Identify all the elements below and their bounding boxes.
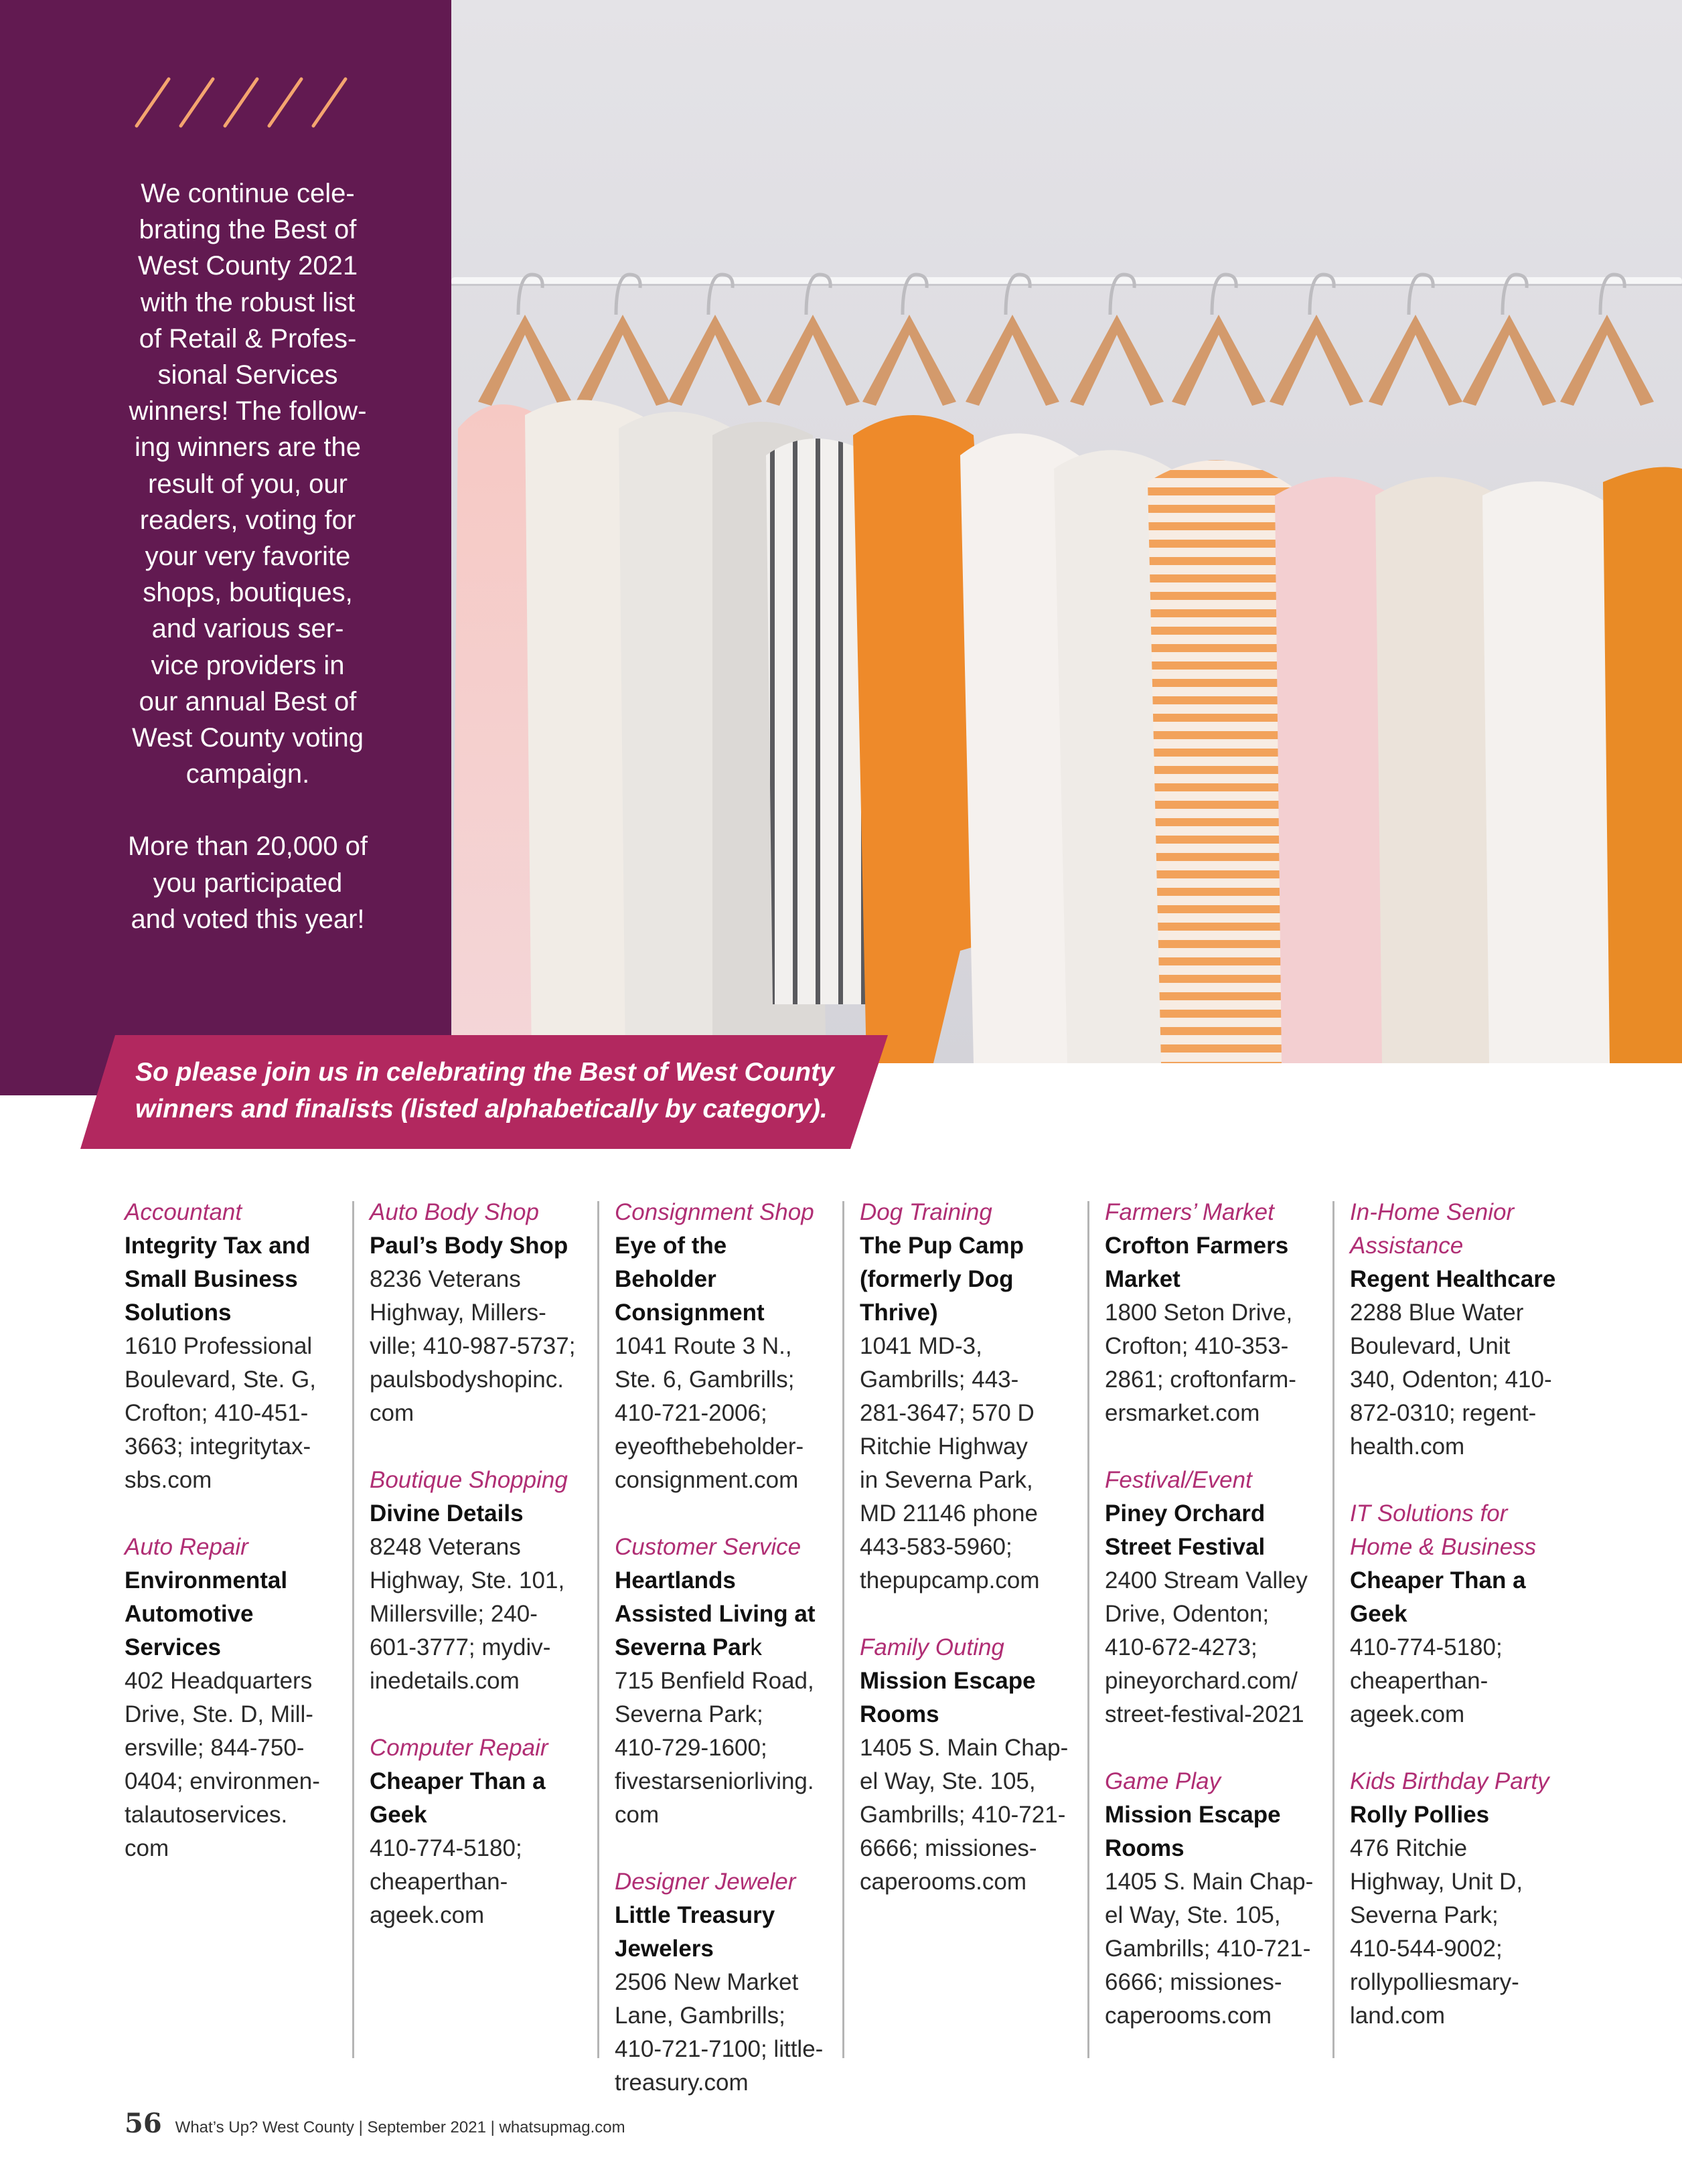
winner-name: Divine Details (370, 1500, 524, 1527)
winner-entry (1350, 1196, 1565, 1464)
listing-column (1350, 1196, 1565, 2059)
winner-name: Crofton Farmers Market (1105, 1233, 1289, 1292)
category-label: Game Play (1105, 1768, 1221, 1794)
winner-entry (1105, 1765, 1320, 2033)
winner-name: Cheaper Than a Geek (1350, 1567, 1526, 1627)
category-label: Accountant (125, 1199, 242, 1225)
winner-name: Mission Escape Rooms (860, 1668, 1036, 1727)
category-label: In-Home Senior Assistance (1350, 1199, 1515, 1259)
winner-entry (615, 1865, 830, 2100)
winner-details: 8248 Veterans Highway, Ste. 101, Millersville; 240- 601-3777; mydiv- inedetails.com (370, 1534, 565, 1694)
winner-name: Rolly Pollies (1350, 1802, 1490, 1828)
listing-column (615, 1196, 830, 2096)
column-divider (352, 1201, 354, 2058)
winner-entry (125, 1531, 340, 1865)
intro-paragraph: More than 20,000 of you participated and voted this year! (127, 832, 368, 934)
winner-details: 715 Benfield Road, Severna Park; 410-729-1600; fivestarseniorliving. com (615, 1668, 814, 1828)
winner-details: 8236 Veterans Highway, Millers- ville; 410-987-5737; paulsbodyshopinc. com (370, 1266, 576, 1426)
winner-details: 1610 Professional Boulevard, Ste. G, Crofton; 410-451- 3663; integritytax- sbs.com (125, 1333, 316, 1493)
category-label: Consignment Shop (615, 1199, 814, 1225)
category-label: Family Outing (860, 1634, 1004, 1660)
winner-details: 2288 Blue Water Boulevard, Unit 340, Odenton; 410- 872-0310; regent- health.com (1350, 1300, 1552, 1460)
winner-details: 410-774-5180; cheaperthan- ageek.com (370, 1835, 522, 1928)
celebration-banner (80, 1035, 888, 1149)
category-label: IT Solutions for Home & Business (1350, 1500, 1537, 1560)
winner-name: Environmental Automotive Services (125, 1567, 288, 1660)
column-divider (597, 1201, 599, 2058)
winner-entry (1105, 1464, 1320, 1731)
winner-name: The Pup Camp (formerly Dog Thrive) (860, 1233, 1024, 1326)
intro-paragraph: We continue cele- brating the Best of West County 2021 with the robust list of Retail & Profes- sional Services winners! The follow- ing winners are the result of you, our readers, voting for your very favorite shops, boutiques, and various ser- vice providers in our annual Best of West County voting campaign. (129, 179, 367, 789)
winner-entry (860, 1631, 1075, 1899)
listing-column (860, 1196, 1075, 2059)
page-number: 56 (125, 2108, 162, 2139)
winner-name: Cheaper Than a Geek (370, 1768, 546, 1828)
category-label: Farmers’ Market (1105, 1199, 1274, 1225)
winner-details: 410-774-5180; cheaperthan- ageek.com (1350, 1634, 1503, 1727)
listing-column (1105, 1196, 1320, 2059)
category-label: Customer Service (615, 1534, 801, 1560)
winner-details: 1405 S. Main Chap- el Way, Ste. 105, Gambrills; 410-721- 6666; missiones- caperooms.com (860, 1735, 1069, 1895)
winner-name: Paul’s Body Shop (370, 1233, 568, 1259)
clothing-rack-image (451, 0, 1682, 1063)
winner-entry (1350, 1497, 1565, 1731)
winner-name: Little Treasury Jewelers (615, 1902, 775, 1962)
column-divider (1087, 1201, 1089, 2058)
winner-name: Eye of the Beholder Consignment (615, 1233, 765, 1326)
winner-entry (860, 1196, 1075, 1597)
listing-column (125, 1196, 340, 2059)
winner-name-tail: k (750, 1634, 762, 1660)
winner-name: Regent Healthcare (1350, 1266, 1556, 1292)
winner-entry (615, 1196, 830, 1497)
winner-details: 1041 Route 3 N., Ste. 6, Gambrills; 410-721-2006; eyeofthebeholder- consignment.com (615, 1333, 804, 1493)
winners-listing (125, 1196, 1571, 2096)
winner-name (615, 1564, 830, 1664)
category-label: Designer Jeweler (615, 1869, 796, 1895)
winner-entry (370, 1196, 585, 1430)
winner-entry (1105, 1196, 1320, 1430)
category-label: Kids Birthday Party (1350, 1768, 1549, 1794)
category-label: Auto Body Shop (370, 1199, 539, 1225)
column-divider (842, 1201, 844, 2058)
winner-details: 2400 Stream Valley Drive, Odenton; 410-672-4273; pineyorchard.com/ street-festival-2021 (1105, 1567, 1308, 1727)
decorative-slashes-icon (131, 75, 362, 130)
page-footer (125, 2108, 625, 2137)
winner-details: 2506 New Market Lane, Gambrills; 410-721-7100; little- treasury.com (615, 1969, 824, 2096)
intro-text (107, 175, 388, 937)
winner-entry (370, 1464, 585, 1698)
banner-text: So please join us in celebrating the Best of West County winners and finalists (listed alphabetically by category). (135, 1058, 834, 1123)
listing-column (370, 1196, 585, 2059)
category-label: Computer Repair (370, 1735, 548, 1761)
category-label: Dog Training (860, 1199, 992, 1225)
category-label: Boutique Shopping (370, 1467, 568, 1493)
footer-text: What’s Up? West County | September 2021 | whatsupmag.com (175, 2118, 625, 2136)
category-label: Festival/Event (1105, 1467, 1252, 1493)
winner-details: 1041 MD-3, Gambrills; 443- 281-3647; 570 D Ritchie Highway in Severna Park, MD 21146 phone 443-583-5960; thepupcamp.com (860, 1333, 1040, 1593)
winner-entry (1350, 1765, 1565, 2033)
winner-details: 1405 S. Main Chap- el Way, Ste. 105, Gambrills; 410-721- 6666; missiones- caperooms.com (1105, 1869, 1314, 2029)
winner-entry (370, 1731, 585, 1932)
winner-name-main: Heartlands Assisted Living at Severnа Par (615, 1567, 816, 1660)
category-label: Auto Repair (125, 1534, 248, 1560)
winner-name: Integrity Tax and Small Business Solutions (125, 1233, 311, 1326)
column-divider (1332, 1201, 1334, 2058)
winner-name: Piney Orchard Street Festival (1105, 1500, 1266, 1560)
winner-entry (125, 1196, 340, 1497)
winner-name: Mission Escape Rooms (1105, 1802, 1281, 1861)
winner-details: 1800 Seton Drive, Crofton; 410-353- 2861; croftonfarm- ersmarket.com (1105, 1300, 1296, 1426)
clothing-rack-photo (451, 0, 1682, 1063)
winner-details: 476 Ritchie Highway, Unit D, Severna Park; 410-544-9002; rollypolliesmary- land.com (1350, 1835, 1523, 2029)
intro-sidebar (0, 0, 451, 1095)
winner-details: 402 Headquarters Drive, Ste. D, Mill- ersville; 844-750- 0404; environmen- talautoservices. com (125, 1668, 320, 1861)
winner-entry (615, 1531, 830, 1832)
